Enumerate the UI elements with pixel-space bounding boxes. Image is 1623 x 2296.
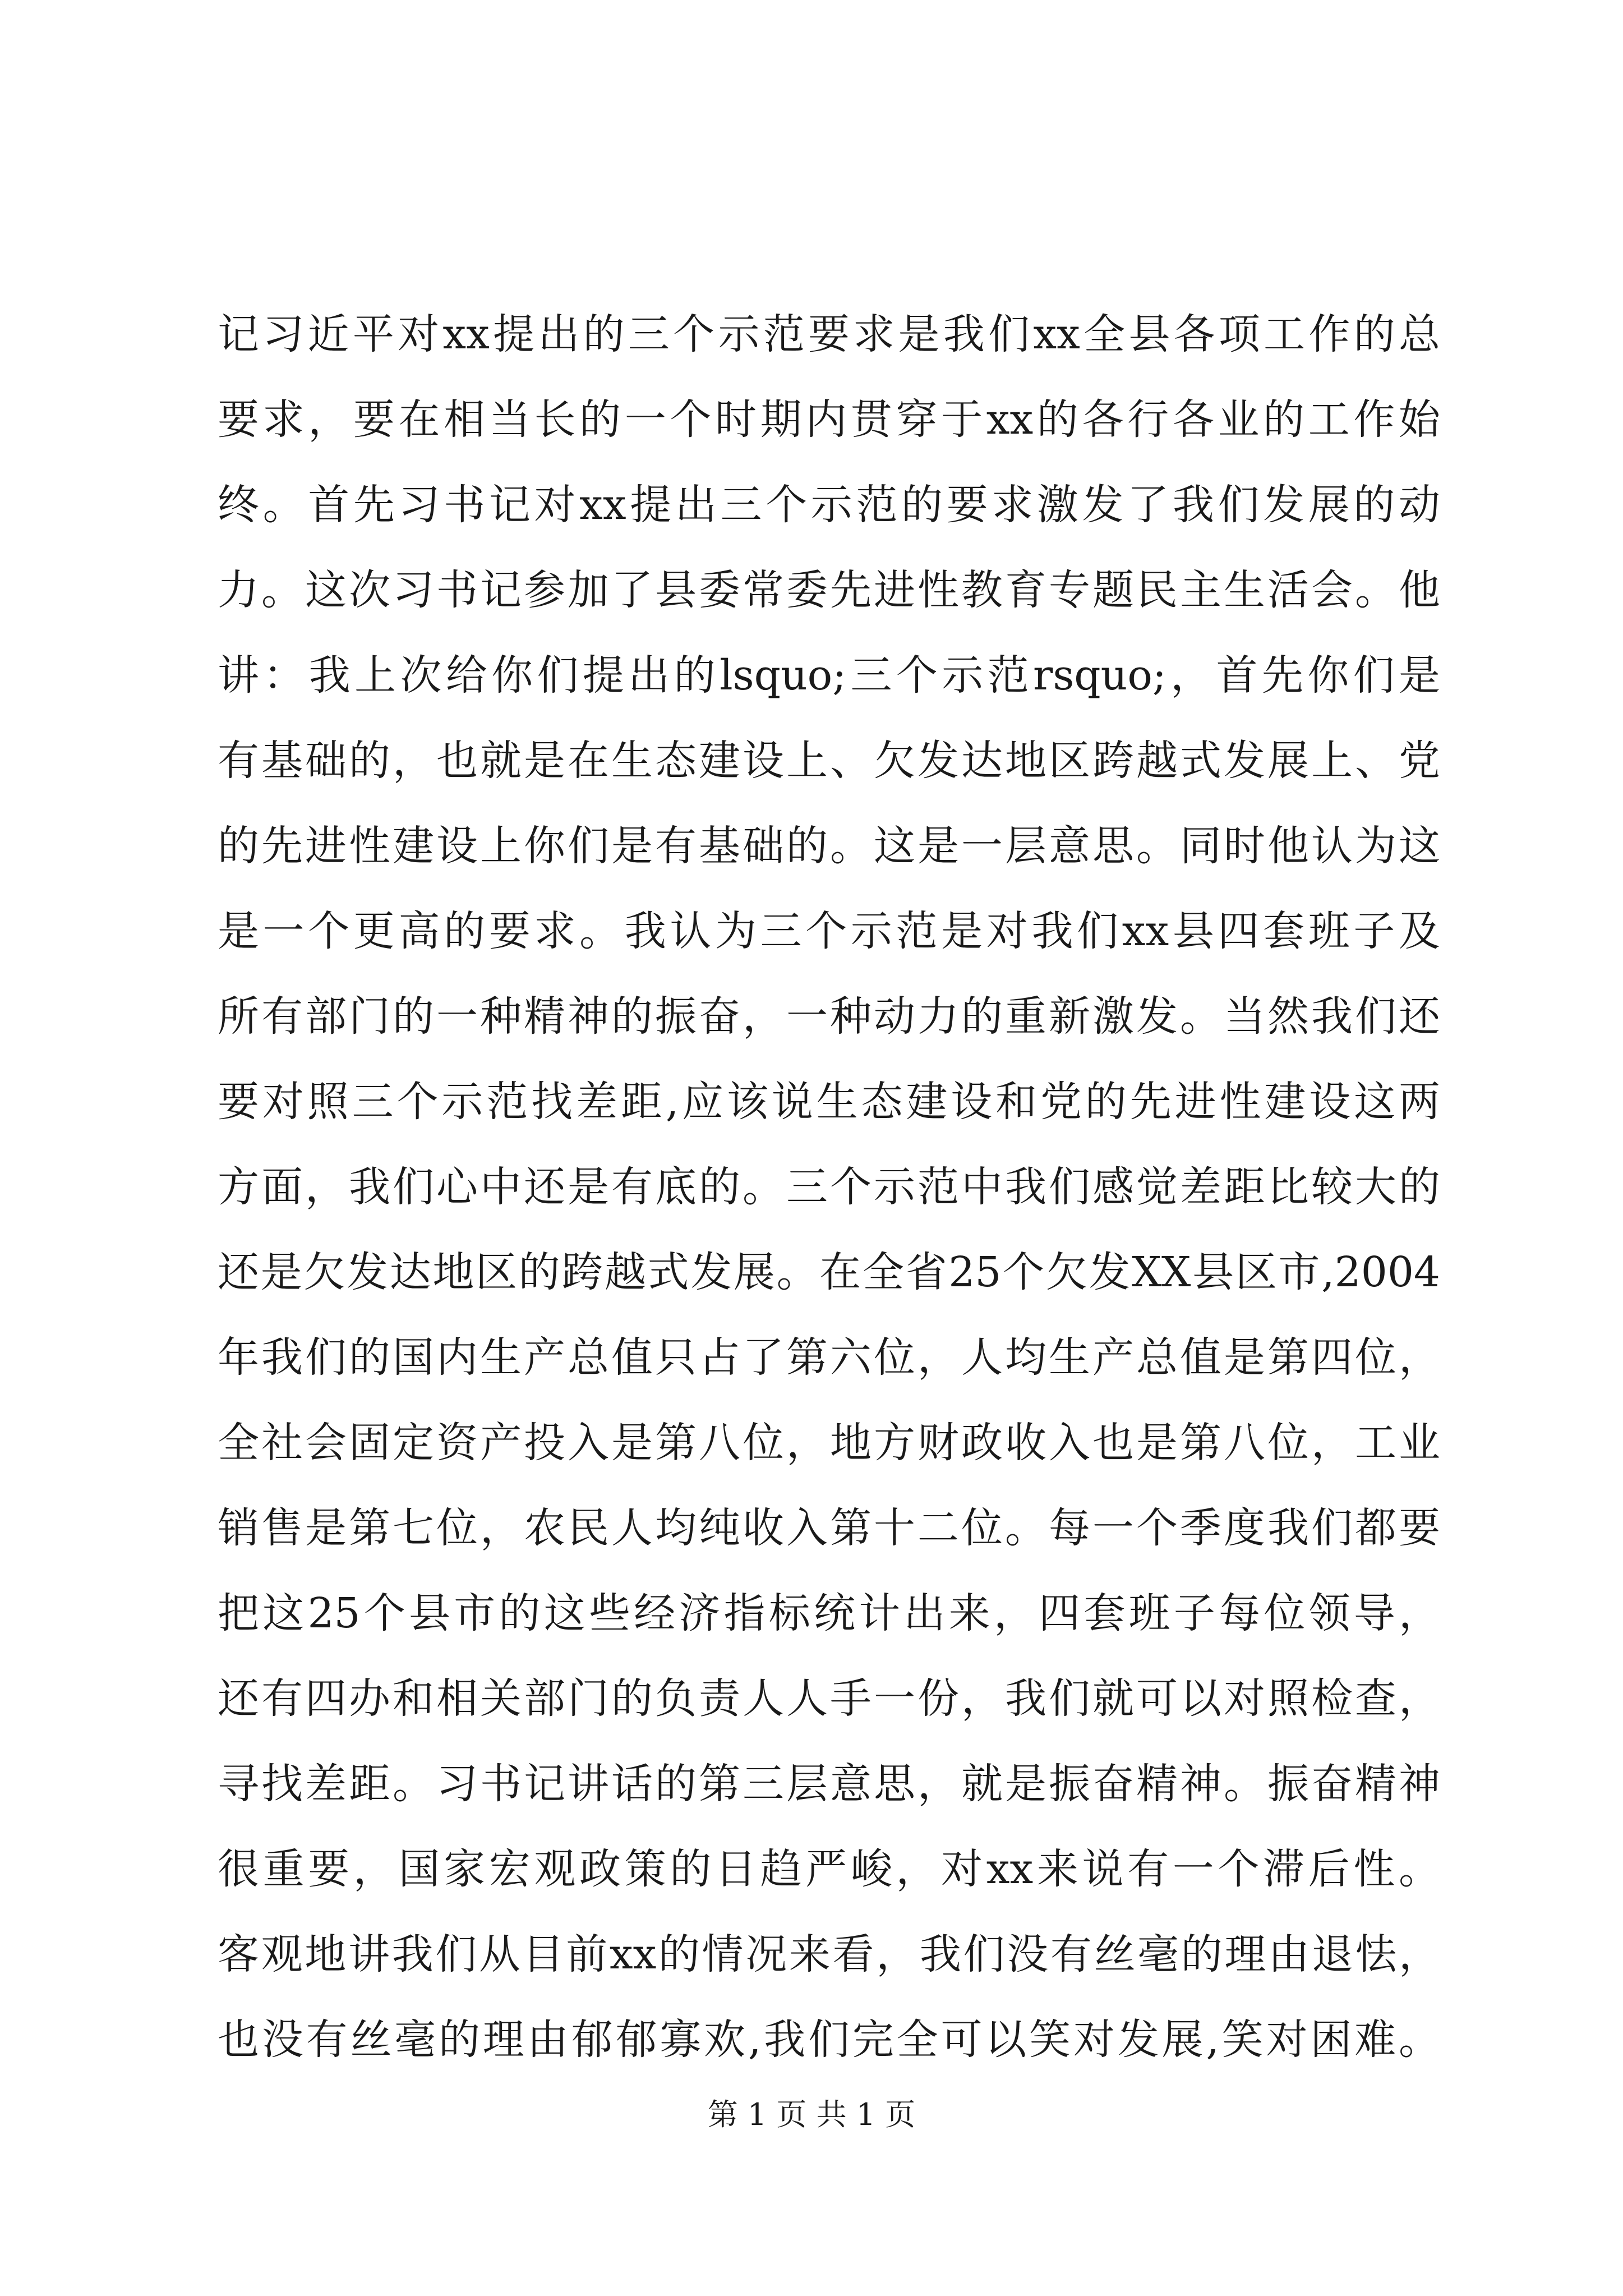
page-footer [0, 2095, 1623, 2134]
text-line: 是一个更高的要求。我认为三个示范是对我们xx县四套班子及 [218, 907, 1440, 955]
text-line: 所有部门的一种精神的振奋，一种动力的重新激发。当然我们还 [218, 992, 1440, 1041]
text-line: 客观地讲我们从目前xx的情况来看，我们没有丝毫的理由退怯， [218, 1930, 1440, 1978]
text-line: 全社会固定资产投入是第八位，地方财政收入也是第八位，工业 [218, 1419, 1440, 1467]
text-line: 记习近平对xx提出的三个示范要求是我们xx全县各项工作的总 [218, 310, 1440, 358]
text-line: 要对照三个示范找差距,应该说生态建设和党的先进性建设这两 [218, 1078, 1440, 1126]
body-text [218, 292, 1440, 2082]
text-line: 讲：我上次给你们提出的lsquo;三个示范rsquo;，首先你们是 [218, 651, 1440, 700]
text-line: 的先进性建设上你们是有基础的。这是一层意思。同时他认为这 [218, 822, 1440, 870]
text-line: 有基础的，也就是在生态建设上、欠发达地区跨越式发展上、党 [218, 737, 1440, 785]
text-line: 也没有丝毫的理由郁郁寡欢,我们完全可以笑对发展,笑对困难。 [218, 2016, 1440, 2064]
text-line: 寻找差距。习书记讲话的第三层意思，就是振奋精神。振奋精神 [218, 1760, 1440, 1808]
text-line: 年我们的国内生产总值只占了第六位，人均生产总值是第四位， [218, 1333, 1440, 1382]
text-line: 终。首先习书记对xx提出三个示范的要求激发了我们发展的动 [218, 481, 1440, 529]
text-line: 方面，我们心中还是有底的。三个示范中我们感觉差距比较大的 [218, 1163, 1440, 1211]
text-line: 把这25个县市的这些经济指标统计出来，四套班子每位领导， [218, 1589, 1440, 1637]
text-line: 还有四办和相关部门的负责人人手一份，我们就可以对照检查， [218, 1674, 1440, 1723]
text-line: 要求，要在相当长的一个时期内贯穿于xx的各行各业的工作始 [218, 395, 1440, 444]
page-number-label: 第 1 页 共 1 页 [707, 2097, 916, 2132]
text-line: 销售是第七位，农民人均纯收入第十二位。每一个季度我们都要 [218, 1504, 1440, 1552]
text-line: 还是欠发达地区的跨越式发展。在全省25个欠发XX县区市,2004 [218, 1248, 1440, 1296]
text-line: 很重要，国家宏观政策的日趋严峻，对xx来说有一个滞后性。 [218, 1845, 1440, 1893]
text-line: 力。这次习书记参加了县委常委先进性教育专题民主生活会。他 [218, 566, 1440, 614]
